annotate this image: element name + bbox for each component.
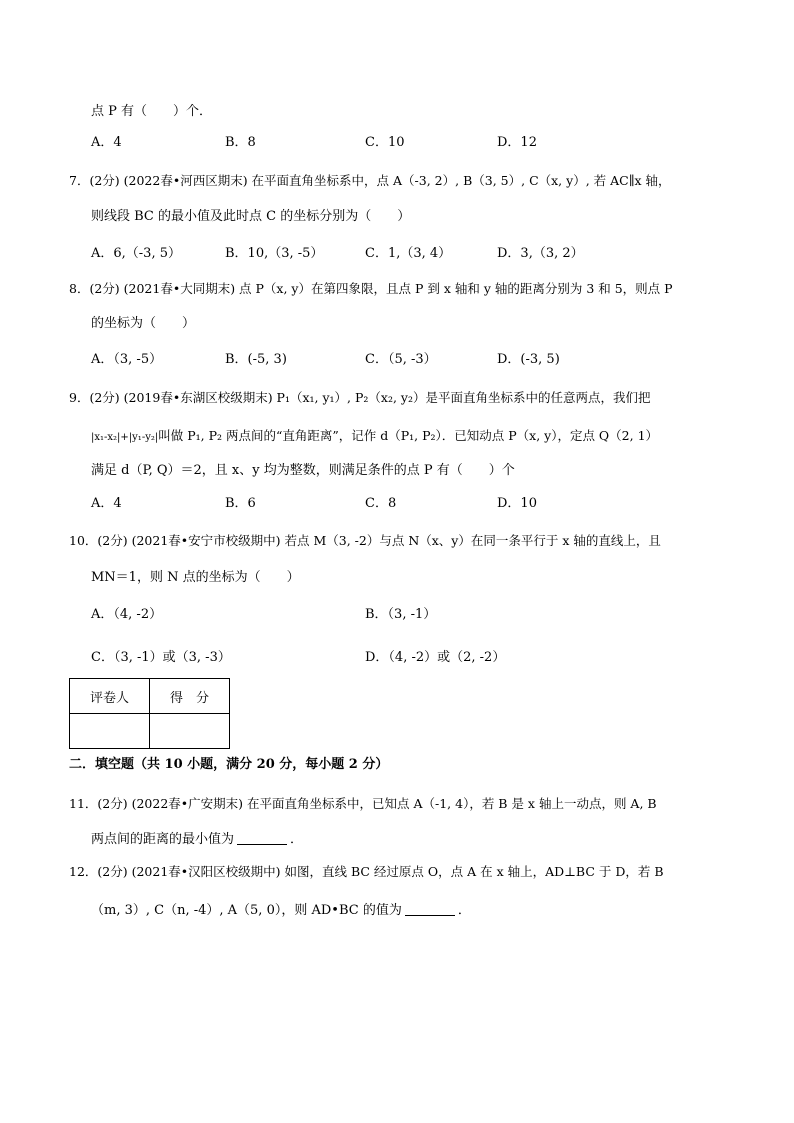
- q8-line2: 的坐标为（ ）: [91, 316, 196, 331]
- q8-option-c: C．（5, -3）: [365, 352, 437, 367]
- q6-continuation: 点 P 有（ ）个．: [91, 104, 213, 119]
- q6-option-c: C．10: [365, 135, 405, 150]
- score-table-score-header: 得 分: [150, 679, 230, 714]
- q12-line2: （m, 3）, C（n, -4）, A（5, 0），则 AD•BC 的值为 ．: [91, 903, 471, 918]
- q11-line2-text: 两点间的距离的最小值为: [91, 832, 235, 847]
- q12-line1: 12．(2分) (2021春•汉阳区校级期中) 如图，直线 BC 经过原点 O，点 A 在 x 轴上，AD⊥BC 于 D，若 B: [69, 864, 664, 879]
- q9-formula: |x₁-x₂|+|y₁-y₂|: [91, 432, 159, 443]
- q6-option-b: B．8: [225, 135, 256, 150]
- q6-option-d: D．12: [497, 135, 537, 150]
- q10-option-b: B．（3, -1）: [365, 607, 437, 622]
- q8-line1: 8．(2分) (2021春•大同期末) 点 P（x, y）在第四象限，且点 P 到 x 轴和 y 轴的距离分别为 3 和 5，则点 P: [69, 281, 673, 296]
- q8-option-a: A．（3, -5）: [91, 352, 163, 367]
- q9-option-b: B．6: [225, 496, 256, 511]
- q7-option-d: D．3,（3, 2）: [497, 246, 584, 261]
- q7-line1: [69, 173, 671, 189]
- q10-option-c: C．（3, -1）或（3, -3）: [91, 650, 231, 665]
- section-2-heading: 二．填空题（共 10 小题，满分 20 分，每小题 2 分）: [69, 757, 389, 772]
- score-table-grader-header: 评卷人: [70, 679, 150, 714]
- q9-option-a: A．4: [91, 496, 122, 511]
- q7-line2: 则线段 BC 的最小值及此时点 C 的坐标分别为（ ）: [91, 209, 411, 224]
- q9-line2: [91, 428, 658, 446]
- q7-option-a: A．6,（-3, 5）: [91, 246, 181, 261]
- q9-line1: 9．(2分) (2019春•东湖区校级期末) P₁（x₁, y₁）, P₂（x₂, y₂）是平面直角坐标系中的任意两点，我们把: [69, 390, 651, 405]
- q7-line1-rest: A（-3, 2）, B（3, 5）, C（x, y）, 若 AC∥x 轴，: [393, 173, 671, 188]
- q6-option-a: A．4: [91, 135, 122, 150]
- q12-answer-blank: [405, 903, 455, 916]
- q8-option-d: D．(-3, 5): [497, 352, 560, 367]
- q8-option-b: B．(-5, 3): [225, 352, 287, 367]
- q12-line2-text: （m, 3）, C（n, -4）, A（5, 0），则 AD•BC 的值为: [91, 903, 402, 918]
- score-table: [69, 678, 230, 749]
- q11-line2: 两点间的距离的最小值为 ．: [91, 832, 304, 847]
- q7-option-c: C．1,（3, 4）: [365, 246, 452, 261]
- q10-line2: MN＝1，则 N 点的坐标为（ ）: [91, 570, 300, 585]
- q10-option-d: D．（4, -2）或（2, -2）: [365, 650, 506, 665]
- q9-option-d: D．10: [497, 496, 537, 511]
- score-table-score-cell: [150, 714, 230, 749]
- q9-line2-text: 叫做 P₁, P₂ 两点间的“直角距离”，记作 d（P₁, P₂）．已知动点 P（x, y），定点 Q（2, 1）: [158, 428, 659, 443]
- q7-option-b: B．10,（3, -5）: [225, 246, 324, 261]
- q11-answer-blank: [237, 832, 287, 845]
- q7-prefix: 7．(2分) (2022春•河西区期末) 在平面直角坐标系中，点: [69, 173, 390, 188]
- q9-line3: 满足 d（P, Q）＝2，且 x、y 均为整数，则满足条件的点 P 有（ ）个: [91, 463, 515, 478]
- q9-option-c: C．8: [365, 496, 397, 511]
- q10-option-a: A．（4, -2）: [91, 607, 163, 622]
- score-table-grader-cell: [70, 714, 150, 749]
- q11-line1: 11．(2分) (2022春•广安期末) 在平面直角坐标系中，已知点 A（-1, 4），若 B 是 x 轴上一动点，则 A, B: [69, 796, 657, 811]
- q10-line1: 10．(2分) (2021春•安宁市校级期中) 若点 M（3, -2）与点 N（x、y）在同一条平行于 x 轴的直线上，且: [69, 533, 661, 548]
